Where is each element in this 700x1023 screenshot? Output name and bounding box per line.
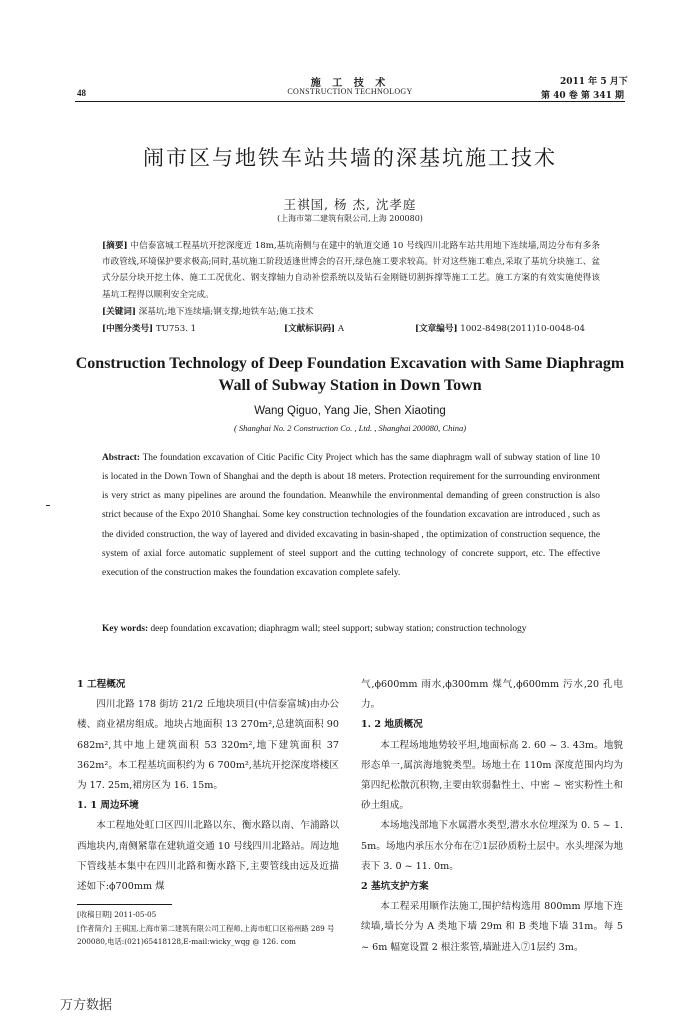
authors-cn: 王祺国, 杨 杰, 沈孝庭 [283, 197, 417, 212]
section-1-1-heading: 1. 1 周边环境 [77, 800, 139, 812]
footnote-author-intro: [作者简介] 王祺国,上海市第二建筑有限公司工程师,上海市虹口区裕州路 289 号 200080,电话:(021)65418128,E-mail:wicky_wqg @ 126. com [77, 923, 335, 946]
classification-value: TU753. 1 [155, 324, 197, 334]
document-code-label: [文献标识码] [284, 324, 336, 334]
margin-mark [46, 505, 50, 506]
article-number-cn [415, 322, 585, 334]
abstract-cn-label: [摘要] [102, 241, 128, 251]
page-number: 48 [77, 88, 86, 98]
abstract-cn [102, 238, 600, 303]
watermark: 万方数据 [60, 998, 113, 1013]
classification-cn [102, 322, 196, 334]
document-code-value: A [337, 324, 345, 334]
abstract-en [102, 449, 600, 583]
paper-title-en: Construction Technology of Deep Foundation Excavation with Same Diaphragm Wall of Subway Station in Down Town [75, 355, 625, 394]
issue-date: 2011 年 5 月下 [560, 77, 628, 87]
section-1-2-heading: 1. 2 地质概况 [361, 719, 423, 731]
section-1-1-paragraph-cont: 气,ϕ600mm 雨水,ϕ300mm 煤气,ϕ600mm 污水,20 孔电力。 [361, 679, 623, 711]
affiliation-en: ( Shanghai No. 2 Construction Co. , Ltd. , Shanghai 200080, China) [233, 423, 467, 433]
journal-name-en: CONSTRUCTION TECHNOLOGY [287, 87, 413, 96]
keywords-en-text: deep foundation excavation; diaphragm wall; steel support; subway station; construction technology [150, 624, 527, 634]
section-1-1-paragraph: 本工程地处虹口区四川北路以东、衡水路以南、乍浦路以西地块内,南侧紧靠在建轨道交通 10 号线四川北路站。周边地下管线基本集中在四川北路和衡水路下,主要管线由远及近描述如下:ϕ700mm 煤 [77, 820, 339, 893]
article-number-value: 1002-8498(2011)10-0048-04 [460, 324, 586, 334]
keywords-en [102, 620, 600, 639]
section-1-2-paragraph-1: 本工程场地地势较平坦,地面标高 2. 60 ~ 3. 43m。地貌形态单一,属滨海地貌类型。场地土在 110m 深度范围内均为第四纪松散沉积物,主要由软弱黏性土、中密 ~ 密实粉性土和砂土组成。 [361, 739, 623, 812]
article-number-label: [文章编号] [415, 324, 458, 334]
footnote [77, 908, 339, 949]
authors-en: Wang Qiguo, Yang Jie, Shen Xiaoting [254, 405, 446, 417]
section-1-heading: 1 工程概况 [77, 679, 126, 690]
keywords-cn [102, 305, 314, 317]
footnote-rule [77, 904, 172, 905]
document-code-cn [284, 322, 344, 334]
header-rule [75, 101, 625, 102]
abstract-cn-text: 中信泰富城工程基坑开挖深度近 18m,基坑南侧与在建中的轨道交通 10 号线四川北路车站共用地下连续墙,周边分布有多条市政管线,环境保护要求极高;同时,基坑施工阶段适逢世博会的召开,绿色施工要求较高。针对这些施工难点,采取了基坑分块施工、盆式分层分块开挖土体、施工工况优化、钢支撑轴力自动补偿系统以及钻石金刚链切割拆撑等施工工艺。施工方案的有效实施使得该基坑工程得以顺利安全完成。 [102, 241, 600, 300]
section-1-paragraph: 四川北路 178 街坊 21/2 丘地块项目(中信泰富城)由办公楼、商业裙房组成。地块占地面积 13 270m²,总建筑面积 90 682m²,其中地上建筑面积 53 320m²,地下建筑面积 37 362m²。本工程基坑面积约为 6 700m²,基坑开挖深度塔楼区为 17. 25m,裙房区为 16. 15m。 [77, 699, 339, 792]
keywords-en-label: Key words: [102, 624, 149, 634]
paper-title-cn: 闹市区与地铁车站共墙的深基坑施工技术 [143, 146, 557, 170]
body-column-right [361, 675, 623, 958]
affiliation-cn: (上海市第二建筑有限公司,上海 200080) [277, 214, 423, 223]
keywords-cn-text: 深基坑;地下连续墙;钢支撑;地铁车站;施工技术 [138, 307, 314, 317]
volume-issue: 第 40 卷 第 341 期 [541, 91, 624, 101]
body-column-left [77, 675, 339, 897]
section-1-2-paragraph-2: 本场地浅部地下水属潜水类型,潜水水位埋深为 0. 5 ~ 1. 5m。场地内承压水分布在⑦1层砂质粉土层中。水头埋深为地表下 3. 0 ~ 11. 0m。 [361, 820, 623, 872]
footnote-received: [收稿日期] 2011-05-05 [77, 910, 157, 919]
abstract-en-label: Abstract: [102, 453, 141, 463]
section-2-paragraph: 本工程采用顺作法施工,围护结构选用 800mm 厚地下连续墙,墙长分为 A 类地下墙 29m 和 B 类地下墙 31m。每 5 ~ 6m 幅宽设置 2 根注浆管,墙趾进入⑦1层约 3m。 [361, 901, 623, 953]
keywords-cn-label: [关键词] [102, 307, 136, 317]
abstract-en-text: The foundation excavation of Citic Pacific City Project which has the same diaphragm wall of subway station of line 10 is located in the Down Town of Shanghai and the depth is about 18 meters. Protection requirement for the surrounding environment is very strict as many pipelines are around the foundation. Meanwhile the environmental demanding of green construction is also strict because of the Expo 2010 Shanghai. Some key construction technologies of the foundation excavation are introduced , such as the divided construction, the way of layered and divided excavating in basin-shaped , the optimization of construction sequence, the system of axial force automatic supplement of steel support and the cutting technology of concrete support, etc. The effective execution of the construction makes the foundation excavation complete safely. [102, 453, 600, 578]
section-2-heading: 2 基坑支护方案 [361, 881, 429, 893]
classification-label: [中图分类号] [102, 324, 154, 334]
journal-name-cn: 施 工 技 术 [310, 78, 390, 89]
